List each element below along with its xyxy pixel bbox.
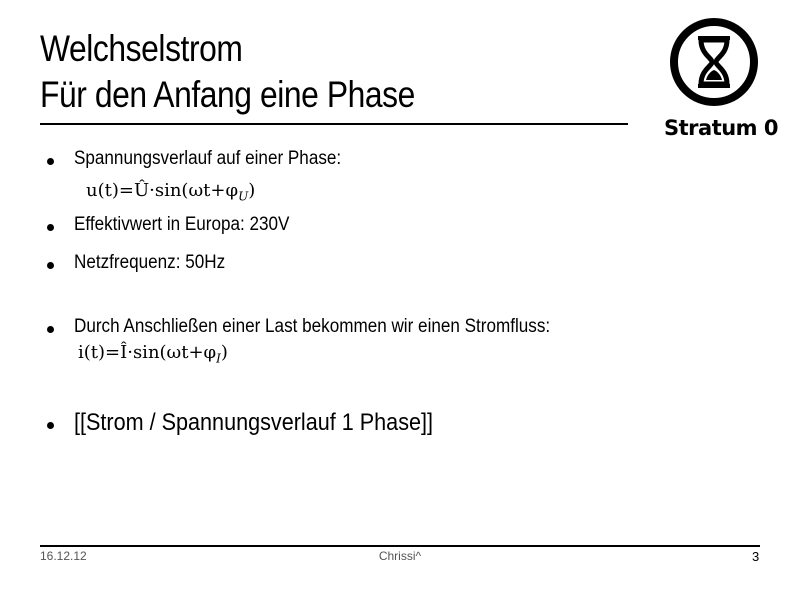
footer-date: 16.12.12: [40, 549, 87, 563]
logo-text: Stratum 0: [664, 116, 778, 140]
slide-title: [40, 26, 547, 118]
page-number: 3: [752, 549, 760, 564]
bullet-text: Effektivwert in Europa: 230V: [74, 214, 290, 235]
voltage-formula-subscript: U: [238, 189, 249, 204]
voltage-formula-close: ): [248, 180, 256, 201]
bullet-dot: [47, 262, 54, 269]
title-underline: [40, 123, 628, 125]
stratum-logo: [664, 16, 778, 140]
bullet-dot: [47, 158, 54, 165]
title-line-1: Welchselstrom: [40, 28, 243, 69]
current-formula-main: i(t)=Î·sin(ωt+φ: [78, 342, 217, 363]
hourglass-icon: [668, 16, 760, 108]
voltage-formula: [86, 180, 255, 204]
voltage-formula-main: u(t)=Û·sin(ωt+φ: [86, 180, 239, 201]
bullet-text: [[Strom / Spannungsverlauf 1 Phase]]: [74, 409, 434, 436]
bullet-text: Durch Anschließen einer Last bekommen wir einen Stromfluss:: [74, 316, 551, 337]
bullet-dot: [47, 224, 54, 231]
bullet-dot: [47, 326, 54, 333]
current-formula-close: ): [220, 342, 228, 363]
bullet-text: Netzfrequenz: 50Hz: [74, 252, 226, 273]
bullet-text: Spannungsverlauf auf einer Phase:: [74, 148, 342, 169]
current-formula: [78, 342, 228, 366]
footer-author: Chrissi^: [378, 549, 422, 563]
bullet-dot: [47, 422, 54, 429]
title-line-2: Für den Anfang eine Phase: [40, 74, 415, 115]
current-formula-subscript: I: [216, 351, 221, 366]
footer-rule: [40, 545, 760, 547]
